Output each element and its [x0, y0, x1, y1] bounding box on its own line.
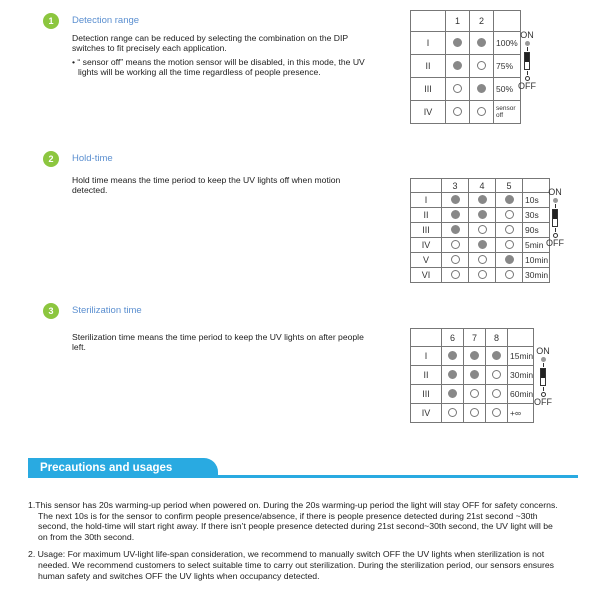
switch-on-dot-icon: [477, 38, 486, 47]
dip-row: [411, 193, 550, 208]
switch-state-cell: [446, 32, 470, 55]
dip-switch-icon: [528, 346, 558, 407]
switch-on-dot-icon: [448, 370, 457, 379]
on-indicator-icon: [541, 357, 546, 362]
switch-off-circle-icon: [470, 389, 479, 398]
switch-state-cell: [470, 55, 494, 78]
step-badge-1: 1: [43, 13, 59, 29]
row-label: VI: [411, 268, 442, 283]
switch-number-header: 2: [470, 11, 494, 32]
dip-switch-icon: [512, 30, 542, 91]
section-title: Hold-time: [72, 153, 113, 164]
switch-state-cell: [442, 253, 469, 268]
row-label: II: [411, 55, 446, 78]
switch-on-dot-icon: [453, 61, 462, 70]
switch-on-dot-icon: [448, 351, 457, 360]
switch-state-cell: [464, 385, 486, 404]
precautions-heading: Precautions and usages: [28, 458, 218, 478]
header-blank: [411, 329, 442, 347]
setting-value: 30s: [523, 208, 550, 223]
switch-state-cell: [469, 193, 496, 208]
setting-value: 30min: [523, 268, 550, 283]
setting-value: 75%: [494, 55, 521, 78]
setting-value: 90s: [523, 223, 550, 238]
switch-off-circle-icon: [505, 270, 514, 279]
switch-state-cell: [442, 268, 469, 283]
switch-state-cell: [446, 101, 470, 124]
dip-row: [411, 404, 534, 423]
switch-off-circle-icon: [478, 270, 487, 279]
row-label: II: [411, 366, 442, 385]
switch-off-circle-icon: [470, 408, 479, 417]
switch-state-cell: [442, 238, 469, 253]
off-label: OFF: [518, 81, 536, 91]
on-indicator-icon: [553, 198, 558, 203]
switch-state-cell: [486, 404, 508, 423]
switch-state-cell: [496, 193, 523, 208]
section-title: Detection range: [72, 15, 140, 26]
banner-rule: [218, 475, 578, 478]
switch-state-cell: [442, 347, 464, 366]
on-label: ON: [548, 187, 562, 197]
setting-value: 10min: [523, 253, 550, 268]
switch-state-cell: [496, 238, 523, 253]
switch-off-circle-icon: [451, 240, 460, 249]
dip-table-sterilization: [410, 328, 534, 423]
switch-off-circle-icon: [492, 370, 501, 379]
dip-row: [411, 238, 550, 253]
switch-number-header: 1: [446, 11, 470, 32]
switch-on-dot-icon: [451, 225, 460, 234]
section-body: [72, 175, 372, 199]
switch-on-dot-icon: [478, 210, 487, 219]
switch-off-circle-icon: [505, 210, 514, 219]
switch-off-circle-icon: [453, 107, 462, 116]
switch-on-dot-icon: [470, 351, 479, 360]
switch-state-cell: [446, 55, 470, 78]
on-label: ON: [536, 346, 550, 356]
on-label: ON: [520, 30, 534, 40]
dip-row: [411, 366, 534, 385]
row-label: I: [411, 32, 446, 55]
arrow-up-icon: [543, 363, 544, 367]
dip-row: [411, 253, 550, 268]
toggle-body-icon: [524, 52, 530, 70]
switch-state-cell: [486, 366, 508, 385]
row-label: III: [411, 223, 442, 238]
switch-off-circle-icon: [451, 270, 460, 279]
setting-value: 100%: [494, 32, 521, 55]
body-text: Hold time means the time period to keep the UV lights off when motion detected.: [72, 175, 341, 196]
header-blank: [411, 179, 442, 193]
switch-number-header: 4: [469, 179, 496, 193]
setting-value: 5min: [523, 238, 550, 253]
switch-state-cell: [469, 208, 496, 223]
switch-off-circle-icon: [478, 225, 487, 234]
switch-off-circle-icon: [505, 240, 514, 249]
section-body: [72, 33, 372, 81]
on-indicator-icon: [525, 41, 530, 46]
switch-state-cell: [442, 404, 464, 423]
switch-off-circle-icon: [477, 61, 486, 70]
switch-on-dot-icon: [448, 389, 457, 398]
switch-off-circle-icon: [448, 408, 457, 417]
switch-on-dot-icon: [477, 84, 486, 93]
switch-state-cell: [496, 268, 523, 283]
body-text: Sterilization time means the time period to keep the UV lights on after people left.: [72, 332, 364, 353]
body-note: • “ sensor off” means the motion sensor will be disabled, in this mode, the UV lights will be working all the time regardless of people presence.: [72, 56, 365, 78]
switch-on-dot-icon: [505, 195, 514, 204]
row-label: IV: [411, 101, 446, 124]
switch-state-cell: [442, 223, 469, 238]
switch-state-cell: [470, 78, 494, 101]
switch-state-cell: [496, 253, 523, 268]
step-badge-2: 2: [43, 151, 59, 167]
row-label: IV: [411, 404, 442, 423]
arrow-down-icon: [543, 387, 544, 391]
switch-state-cell: [464, 366, 486, 385]
body-text: Detection range can be reduced by selecting the combination on the DIP switches to fit precisely each application.: [72, 33, 348, 54]
section-body: [72, 332, 372, 356]
dip-header-row: [411, 11, 521, 32]
switch-on-dot-icon: [451, 195, 460, 204]
switch-number-header: 8: [486, 329, 508, 347]
section-title: Sterilization time: [72, 305, 142, 316]
switch-state-cell: [464, 347, 486, 366]
switch-on-dot-icon: [470, 370, 479, 379]
value-header: [494, 11, 521, 32]
switch-off-circle-icon: [478, 255, 487, 264]
step-badge-3: 3: [43, 303, 59, 319]
switch-on-dot-icon: [453, 38, 462, 47]
dip-row: [411, 347, 534, 366]
switch-state-cell: [470, 101, 494, 124]
arrow-down-icon: [527, 71, 528, 75]
switch-number-header: 3: [442, 179, 469, 193]
toggle-body-icon: [540, 368, 546, 386]
switch-on-dot-icon: [478, 240, 487, 249]
row-label: III: [411, 385, 442, 404]
switch-number-header: 6: [442, 329, 464, 347]
switch-on-dot-icon: [492, 351, 501, 360]
arrow-up-icon: [527, 47, 528, 51]
setting-value: sensor off: [494, 101, 521, 124]
setting-value: 30min: [508, 366, 534, 385]
dip-row: [411, 208, 550, 223]
switch-off-circle-icon: [505, 225, 514, 234]
dip-header-row: [411, 329, 534, 347]
switch-on-dot-icon: [505, 255, 514, 264]
switch-number-header: 7: [464, 329, 486, 347]
switch-state-cell: [486, 347, 508, 366]
switch-state-cell: [470, 32, 494, 55]
switch-state-cell: [486, 385, 508, 404]
dip-switch-icon: [540, 187, 570, 248]
switch-on-dot-icon: [451, 210, 460, 219]
setting-value: 60min: [508, 385, 534, 404]
switch-off-circle-icon: [451, 255, 460, 264]
dip-header-row: [411, 179, 550, 193]
dip-row: [411, 223, 550, 238]
switch-state-cell: [442, 193, 469, 208]
switch-state-cell: [469, 238, 496, 253]
row-label: I: [411, 347, 442, 366]
dip-row: [411, 55, 521, 78]
dip-table-detection: [410, 10, 521, 124]
value-header: [508, 329, 534, 347]
switch-number-header: 5: [496, 179, 523, 193]
row-label: IV: [411, 238, 442, 253]
arrow-up-icon: [555, 204, 556, 208]
setting-value: 10s: [523, 193, 550, 208]
switch-state-cell: [469, 253, 496, 268]
off-label: OFF: [534, 397, 552, 407]
switch-state-cell: [496, 208, 523, 223]
toggle-body-icon: [552, 209, 558, 227]
precautions-banner: [28, 458, 578, 478]
precautions-list: [28, 500, 558, 581]
switch-state-cell: [469, 223, 496, 238]
dip-row: [411, 78, 521, 101]
precaution-item-1: 1.This sensor has 20s warming-up period when powered on. During the 20s warming-up period the light will stay OFF for safety concerns. The next 10s is for the sensor to confirm people presence/absence, if there is people presence detected during 21st second ~30th second, the hold-time will start right away. If there isn’t people presence detected during 21st second~30th second, the UV light will be on from the 30th second.: [28, 500, 558, 542]
switch-state-cell: [442, 366, 464, 385]
header-blank: [411, 11, 446, 32]
off-label: OFF: [546, 238, 564, 248]
setting-value: 15min: [508, 347, 534, 366]
row-label: III: [411, 78, 446, 101]
row-label: II: [411, 208, 442, 223]
setting-value: +∞: [508, 404, 534, 423]
arrow-down-icon: [555, 228, 556, 232]
switch-state-cell: [442, 385, 464, 404]
dip-row: [411, 101, 521, 124]
switch-state-cell: [469, 268, 496, 283]
row-label: I: [411, 193, 442, 208]
switch-on-dot-icon: [478, 195, 487, 204]
switch-state-cell: [496, 223, 523, 238]
dip-row: [411, 32, 521, 55]
switch-state-cell: [442, 208, 469, 223]
setting-value: 50%: [494, 78, 521, 101]
switch-state-cell: [464, 404, 486, 423]
switch-off-circle-icon: [492, 408, 501, 417]
switch-state-cell: [446, 78, 470, 101]
dip-table-hold-time: [410, 178, 550, 283]
switch-off-circle-icon: [492, 389, 501, 398]
dip-row: [411, 385, 534, 404]
precaution-item-2: 2. Usage: For maximum UV-light life-span consideration, we recommend to manually switch OFF the UV lights when sterilization is not needed. We recommend customers to select suitable time to carry out sterilization. During the sterilization period, our sensors ensures human safety and switches OFF the UV lights when occupancy detected.: [28, 549, 555, 581]
switch-off-circle-icon: [453, 84, 462, 93]
dip-row: [411, 268, 550, 283]
switch-off-circle-icon: [477, 107, 486, 116]
row-label: V: [411, 253, 442, 268]
